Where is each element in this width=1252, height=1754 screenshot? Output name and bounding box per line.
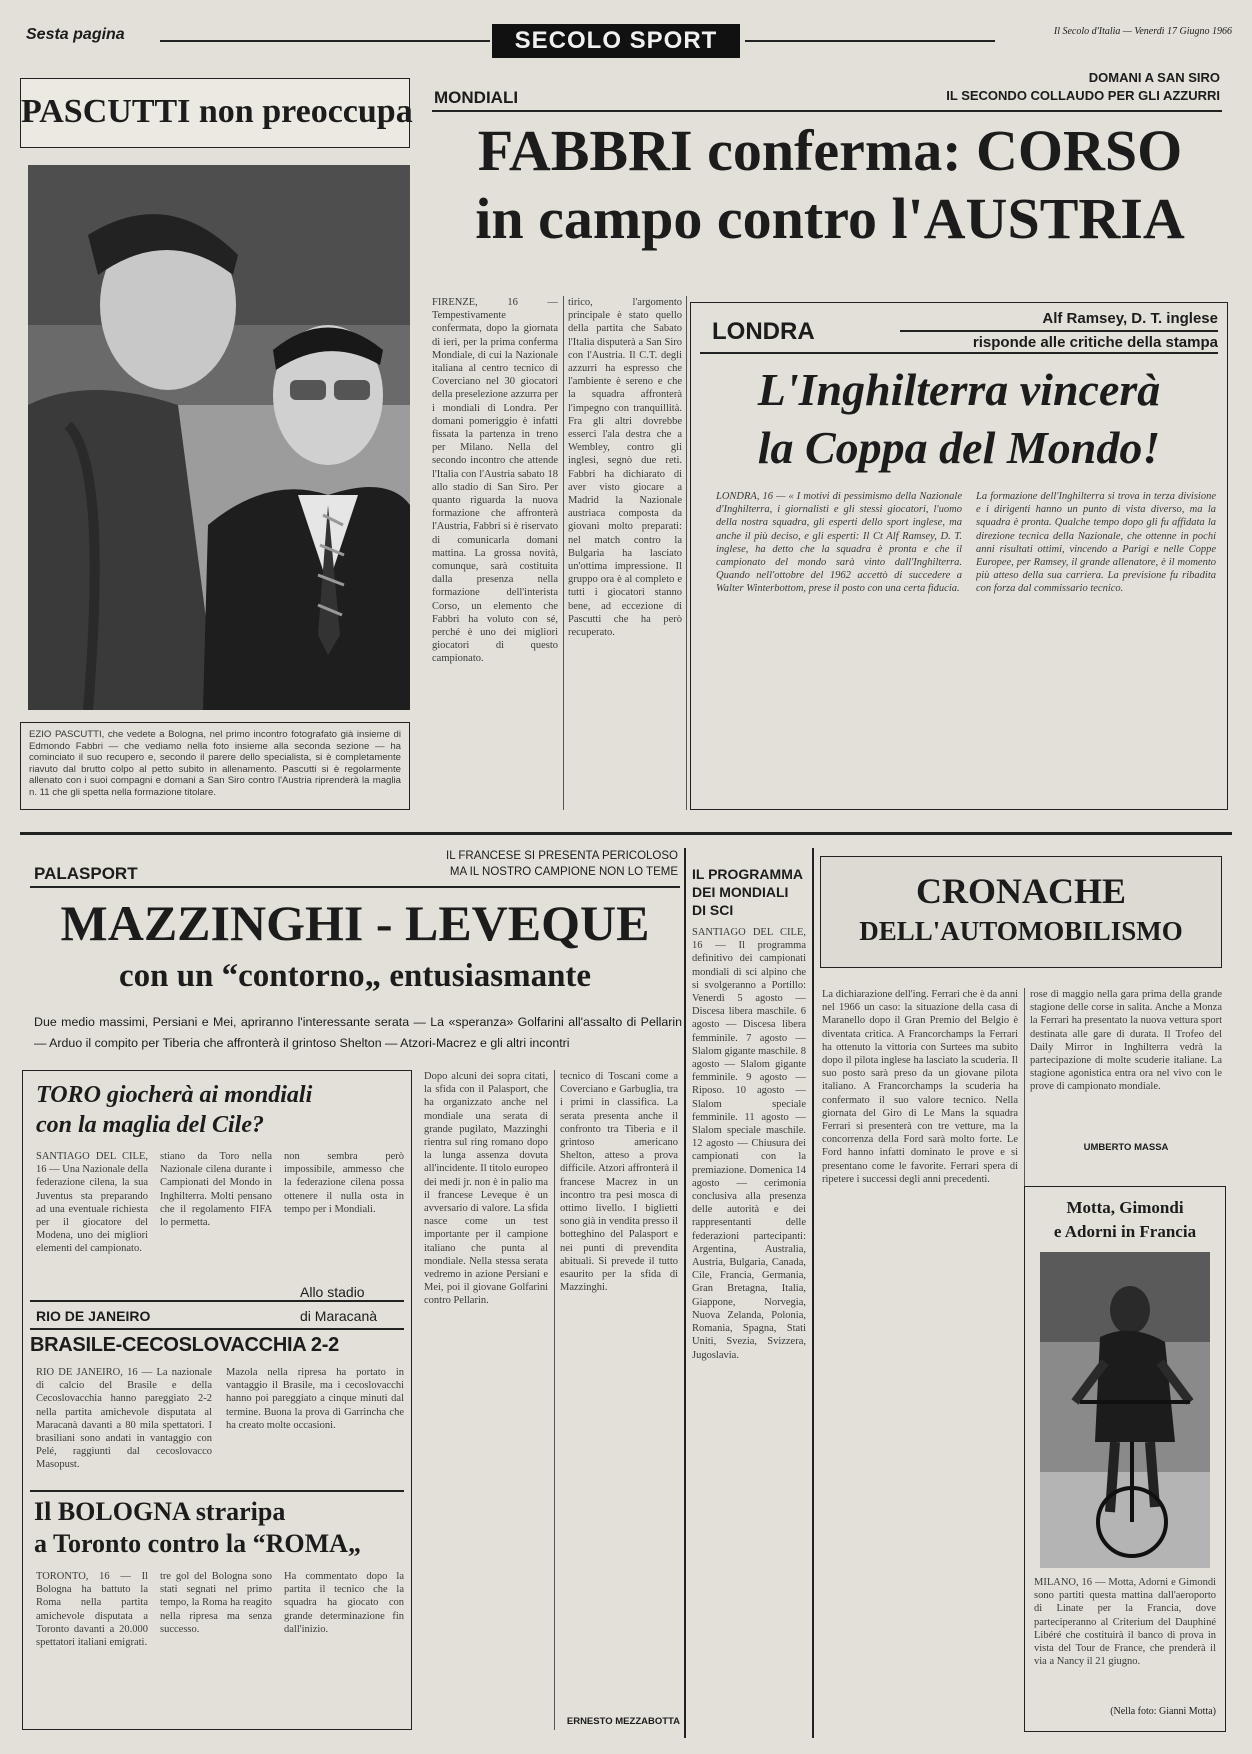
londra-deck-rule	[900, 330, 1218, 332]
bologna-col3: Ha commentato dopo la partita il tecnico che la squadra ha giocato con grande determinazione fin dall'inizio.	[284, 1571, 404, 1635]
brasile-col2: Mazola nella ripresa ha portato in vantaggio il Brasile, ma i cecoslovacchi hanno poi pareggiato a cinque minuti dal termine. Buona la prova di Garrincha che ha creato molte occasioni.	[226, 1367, 404, 1431]
sci-title-line2: DEI MONDIALI	[692, 884, 789, 900]
mazzinghi-col1: Dopo alcuni dei sopra citati, la sfida con il Palasport, che ha organizzato anche nel mondiale una serata di grande pugilato, Mazzinghi rientra sul ring romano dopo la lunga assenza dovuta all'incidente. Il titolo europeo dei medi jr. non è in palio ma il francese Leveque è un avversario di valore. La sfida nasce come un test importante per il campione italiano che punta al mondiale. Nella stessa serata vedremo in azione Persiani e Mei, poi il giovane Golfarini contro Pellarin.	[424, 1071, 548, 1307]
londra-kicker-rule	[700, 352, 1218, 354]
section-divider	[20, 832, 1232, 835]
londra-headline-line1: L'Inghilterra vincerà	[757, 364, 1161, 415]
brasile-headline: BRASILE-CECOSLOVACCHIA 2-2	[30, 1334, 339, 1356]
mazzinghi-kicker: PALASPORT	[34, 864, 138, 883]
toro-col2: stiano da Toro nella Nazionale cilena durante i Campionati del Mondo in Inghilterra. Molti pensano che il regolamento FIFA lo permetta.	[160, 1151, 272, 1229]
brasile-top-rule	[30, 1300, 404, 1302]
motta-title-line1: Motta, Gimondi	[1066, 1198, 1184, 1217]
brasile-aside-line2: di Maracanà	[300, 1308, 378, 1324]
fabbri-deck-line1: DOMANI A SAN SIRO	[1088, 70, 1220, 85]
page-label: Sesta pagina	[26, 26, 125, 43]
sci-title-line1: IL PROGRAMMA	[692, 866, 803, 882]
toro-headline-line2: con la maglia del Cile?	[36, 1112, 264, 1138]
mazzinghi-headline-line2: con un “contorno„ entusiasmante	[118, 958, 592, 994]
brasile-kicker-rule	[30, 1328, 404, 1330]
toro-col3: non sembra però impossibile, ammesso che la federazione cilena possa ottenere il nulla osta in tempo per i Mondiali.	[284, 1151, 404, 1215]
motta-caption: MILANO, 16 — Motta, Adorni e Gimondi sono partiti questa mattina dall'aeroporto di Linate per la Francia, dove parteciperanno al Criterium del Dauphiné Libéré che costituirà il banco di prova in vista del Tour de France, che prenderà il via a Nancy il 21 giugno.	[1034, 1577, 1216, 1668]
pascutti-headline: PASCUTTI non preoccupa	[21, 93, 413, 130]
bologna-col1: TORONTO, 16 — Il Bologna ha battuto la Roma nella partita amichevole disputata a Toronto davanti a 20.000 spettatori italiani emigrati.	[36, 1571, 148, 1649]
bologna-headline-line1: Il BOLOGNA straripa	[34, 1497, 286, 1526]
mazzinghi-credit: ERNESTO MEZZABOTTA	[566, 1716, 680, 1727]
auto-col1: La dichiarazione dell'ing. Ferrari che è da anni nel 1966 un caso: la situazione della casa di Maranello dopo il Gran Premio del Belgio è diventata critica. A Francorchamps la Ferrari ha ottenuto la vittoria con Surtees ma subito dopo il pilota inglese ha lasciato la scuderia. Il suo posto sarà preso da un giovane pilota italiano. A Francorchamps la scuderia ha confermato il suo valore tecnico. Nella giornata del Giro di Le Mans la squadra Ferrari si presenterà con tre vetture, ma la concorrenza della Ford sarà molto forte. Le Ford hanno infatti dominato le prove e si presentano come le favorite. Ferrari spera di ripetere i successi degli anni precedenti.	[822, 989, 1018, 1185]
fabbri-headline-line1: FABBRI conferma: CORSO	[477, 118, 1183, 183]
bologna-col2: tre gol del Bologna sono stati segnati nel primo tempo, la Roma ha reagito nella ripresa ma senza successo.	[160, 1571, 272, 1635]
fabbri-headline-line2: in campo contro l'AUSTRIA	[475, 186, 1185, 251]
masthead-rule-right	[745, 40, 995, 42]
mazzinghi-col-divider	[554, 1070, 555, 1730]
auto-title-box	[820, 856, 1222, 968]
bologna-top-rule	[30, 1490, 404, 1492]
sci-right-rule	[812, 848, 814, 1738]
motta-title-line2: e Adorni in Francia	[1053, 1222, 1197, 1241]
londra-col2: La formazione dell'Inghilterra si trova in terza divisione e i dirigenti hanno un punto di vista diverso, ma la squadra è pronta. Qualche tempo dopo gli fu affidata la direzione tecnica della Nazionale, che ottenne in pochi anni risultati ottimi, vincendo a Parigi e nelle Coppe Europee, per Ramsey, il grande allenatore, è il momento più atteso della sua carriera. La previsione fu ribadita con forza dal commissario tecnico.	[976, 491, 1216, 595]
mazzinghi-kicker-rule	[30, 886, 680, 888]
fabbri-top-rule	[432, 110, 1222, 112]
mazzinghi-deck-line2: MA IL NOSTRO CAMPIONE NON LO TEME	[449, 866, 678, 878]
auto-col2: rose di maggio nella gara prima della grande stagione delle corse in salita. Anche a Monza la Ferrari ha presentato la nuova vettura sport destinata alle gare di durata. Il Trofeo del Daily Mirror in Inghilterra vedrà la partecipazione di molte scuderie italiane. La stagione agonistica entra ora nel vivo con le prove di campionato mondiale.	[1030, 989, 1222, 1093]
auto-title-line2: DELL'AUTOMOBILISMO	[859, 916, 1183, 946]
pascutti-fabbri-photo	[28, 165, 410, 710]
londra-deck-line1: Alf Ramsey, D. T. inglese	[1042, 310, 1218, 327]
fabbri-col-divider-1	[563, 296, 564, 810]
motta-credit: (Nella foto: Gianni Motta)	[1110, 1706, 1216, 1717]
brasile-kicker: RIO DE JANEIRO	[36, 1308, 151, 1324]
mazzinghi-col2: tecnico di Toscani come a Coverciano e Garbuglia, tra i primi in classifica. La serata presenta anche il confronto tra Tiberia e il grintoso americano Shelton, atteso a prova difficile. Atzori affronterà il francese Macrez in un incontro tra pesi mosca di ottimo livello. I biglietti sono già in vendita presso il botteghino del Palasport e nei punti di prevendita abituali. Si prevede il tutto esaurito per la sfida di Mazzinghi.	[560, 1071, 678, 1294]
section-title: SECOLO SPORT	[492, 24, 740, 58]
pascutti-caption: EZIO PASCUTTI, che vedete a Bologna, nel primo incontro fotografato già insieme di Edmondo Fabbri — che vediamo nella foto insieme alla seconda sezione — ha cominciato il suo recupero e, secondo il parere dello specialista, si è completamente riavuto dal brutto colpo al petto subito in allenamento. Pascutti si è regolarmente allenato con i suoi compagni e domani a San Siro contro l'Austria riprenderà la maglia n. 11 che gli spetta nella formazione titolare.	[20, 722, 410, 810]
sci-body: SANTIAGO DEL CILE, 16 — Il programma definitivo dei campionati mondiali di sci alpino che si svolgeranno a Portillo: Venerdì 5 agosto — Discesa libera maschile. 6 agosto — Discesa libera femminile. 7 agosto — Slalom gigante maschile. 8 agosto — Slalom gigante femminile. 9 agosto — Riposo. 10 agosto — Slalom speciale femminile. 11 agosto — Slalom speciale maschile. 12 agosto — Chiusura dei campionati con la premiazione. Domenica 14 agosto — cerimonia conclusiva alla presenza delle autorità e dei rappresentanti delle federazioni partecipanti: Argentina, Australia, Austria, Bulgaria, Canada, Cile, Francia, Germania, Gran Bretagna, Italia, Giappone, Norvegia, Nuova Zelanda, Polonia, Romania, Spagna, Stati Uniti, Svezia, Svizzera, Jugoslavia.	[692, 927, 806, 1361]
brasile-col1: RIO DE JANEIRO, 16 — La nazionale di calcio del Brasile e della Cecoslovacchia hanno pareggiato 2-2 nella partita amichevole disputata al Maracanà davanti a 80 mila spettatori. I brasiliani sono andati in vantaggio con Pelé, raggiunti dal cecoslovacco Masopust.	[36, 1367, 212, 1471]
mazzinghi-deck-line1: IL FRANCESE SI PRESENTA PERICOLOSO	[446, 850, 678, 862]
londra-col1: LONDRA, 16 — « I motivi di pessimismo della Nazionale d'Inghilterra, i giornalisti e gli stessi giocatori, l'uomo della nostra squadra, gli esperti dello sport inglese, ma anche il più deciso, e gli esperti: Il Ct Alf Ramsey, D. T. inglese, ha detto che la squadra è pronta e che il campionato del mondo sarà vinto dall'Inghilterra. Quando nell'ottobre del 1962 accettò di succedere a Walter Winterbottom, prese il posto con una certa fiducia.	[716, 491, 962, 595]
sci-title-line3: DI SCI	[692, 902, 734, 918]
brasile-aside-line1: Allo stadio	[300, 1284, 365, 1300]
auto-title-line1: CRONACHE	[915, 871, 1126, 911]
londra-deck-line2: risponde alle critiche della stampa	[972, 334, 1218, 351]
toro-headline-line1: TORO giocherà ai mondiali	[36, 1082, 313, 1108]
fabbri-deck-line2: IL SECONDO COLLAUDO PER GLI AZZURRI	[946, 88, 1220, 103]
fabbri-col-divider-2	[686, 296, 687, 810]
fabbri-kicker: MONDIALI	[434, 88, 519, 107]
londra-headline-line2: la Coppa del Mondo!	[757, 422, 1161, 473]
mazzinghi-summary: Due medio massimi, Persiani e Mei, apriranno l'interessante serata — La «speranza» Golfarini all'assalto di Pellarin — Arduo il compito per Tiberia che affronterà il grintoso Shelton — Atzori-Macrez e gli altri incontri	[34, 1015, 682, 1050]
mazzinghi-headline-line1: MAZZINGHI - LEVEQUE	[60, 895, 650, 951]
paper-date: Il Secolo d'Italia — Venerdì 17 Giugno 1966	[1053, 26, 1232, 37]
fabbri-col2: tirico, l'argomento principale è stato quello della partita che Sabato l'Italia disputerà a San Siro con l'Austria. Il C.T. degli azzurri ha espresso che l'ambiente è sereno e che la squadra affronterà l'impegno con tranquillità. Fra gli altri dovrebbe esserci l'ala destra che a Wembley, contro gli inglesi, segnò due reti. Fabbri ha dichiarato di aver visto giocare a Madrid la Nazionale austriaca composta da giovani molto preparati: nel match contro la Bulgaria ha lasciato un'ottima impressione. Il gruppo ora è al completo e tutti i giocatori stanno bene, ad eccezione di Pascutti che ha però recuperato.	[568, 297, 682, 639]
sci-left-rule	[684, 848, 686, 1738]
londra-kicker: LONDRA	[712, 318, 815, 345]
bologna-headline-line2: a Toronto contro la “ROMA„	[34, 1529, 361, 1558]
masthead-rule-left	[160, 40, 490, 42]
toro-col1: SANTIAGO DEL CILE, 16 — Una Nazionale della federazione cilena, la sua Juventus sta preparando ad una eventuale richiesta per il giocatore del Modena, uno dei migliori elementi del campionato.	[36, 1151, 148, 1255]
fabbri-col1: FIRENZE, 16 — Tempestivamente confermata, dopo la giornata di ieri, per la prima conferma Mondiale, di cui la Nazionale italiana al centro tecnico di Coverciano nel 30 giocatori della preselezione azzurra per i mondiali di Londra. Per domani pomeriggio è infatti fissata la partenza in treno per Milano. Nella del secondo incontro che attende l'Italia con l'Austria sabato 18 allo stadio di San Siro. Per quanto riguarda la nuova formazione che affronterà l'Austria, Fabbri si è riservato di comunicarla domani mattina. La grossa novità, comunque, sarà costituita dalla presenza nella formazione dell'interista Corso, un elemento che Fabbri ha voluto con sé, perché è uno dei migliori giocatori di questo campionato.	[432, 297, 558, 665]
auto-signature: UMBERTO MASSA	[1083, 1142, 1169, 1153]
pascutti-headline-box	[20, 78, 413, 148]
motta-cyclist-photo	[1040, 1252, 1210, 1568]
